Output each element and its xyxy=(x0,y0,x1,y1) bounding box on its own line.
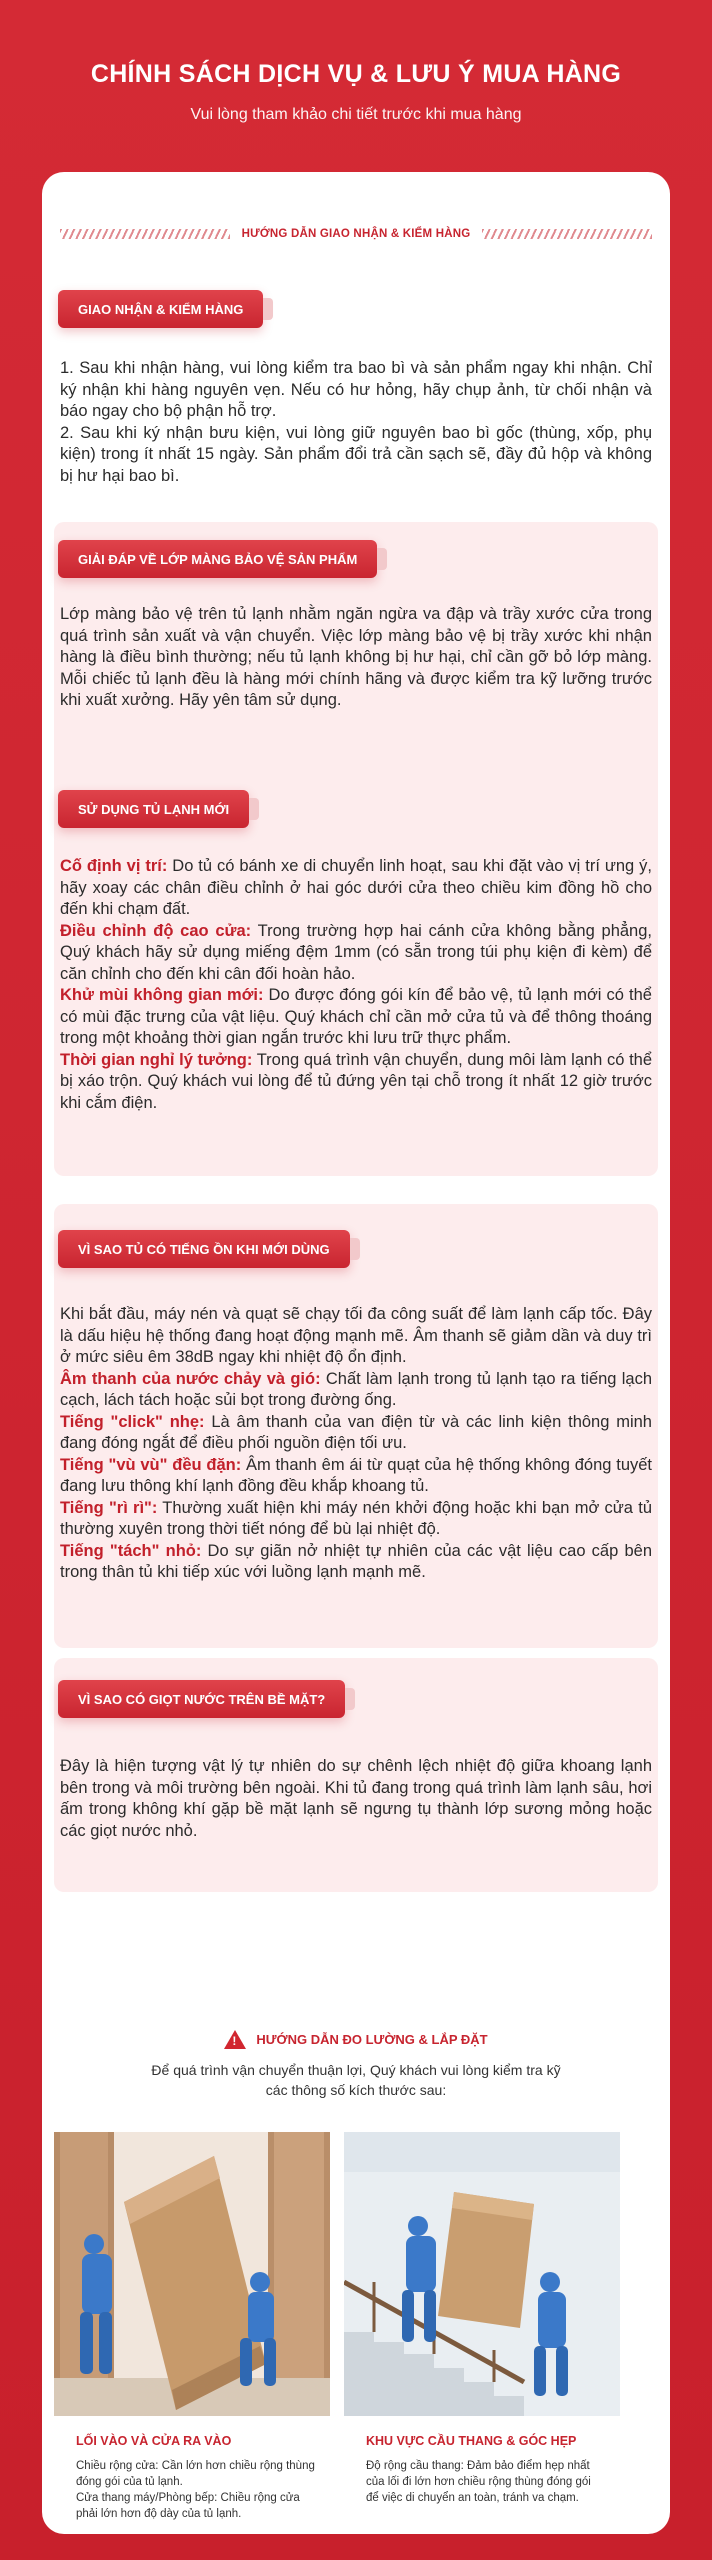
paragraph: Khi bắt đầu, máy nén và quạt sẽ chạy tối đa công suất để làm lạnh cấp tốc. Đây là dấu hiệu hệ thống đang hoạt động mạnh mẽ. Âm thanh sẽ giảm dần và duy trì ở mức siêu êm 38dB ngay khi nhiệt độ ổn định. xyxy=(60,1305,652,1366)
section-text-condensation xyxy=(60,1756,652,1842)
paragraph: 2. Sau khi ký nhận bưu kiện, vui lòng giữ nguyên bao bì gốc (thùng, xốp, phụ kiện) trong ít nhất 15 ngày. Sản phẩm đổi trả cần sạch sẽ, đầy đủ hộp và không bị hư hại bao bì. xyxy=(60,423,652,485)
item-label: Điều chỉnh độ cao cửa: xyxy=(60,921,252,940)
divider-title: HƯỚNG DẪN GIAO NHẬN & KIỂM HÀNG xyxy=(241,228,471,240)
divider-slashes-left xyxy=(60,229,230,239)
section-badge-film: GIẢI ĐÁP VỀ LỚP MÀNG BẢO VỆ SẢN PHẨM xyxy=(58,540,377,578)
item-label: Cố định vị trí: xyxy=(60,857,168,875)
card-line: Cửa thang máy/Phòng bếp: Chiều rộng cửa phải lớn hơn độ dày của tủ lạnh. xyxy=(76,2492,300,2520)
item-label: Khử mùi không gian mới: xyxy=(60,986,264,1004)
section-text-delivery xyxy=(60,358,652,487)
item-text: Trong quá trình vận chuyển, dung môi làm lạnh có thể bị xáo trộn. Quý khách vui lòng để tủ đứng yên tại chỗ trong ít nhất 12 giờ trước khi cắm điện. xyxy=(60,1050,653,1112)
paragraph: Đây là hiện tượng vật lý tự nhiên do sự chênh lệch nhiệt độ giữa khoang lạnh bên trong và môi trường bên ngoài. Khi tủ đang trong quá trình làm lạnh sâu, hơi ấm trong không khí gặp bề mặt lạnh sẽ ngưng tụ thành lớp sương mỏng hoặc các giọt nước nhỏ. xyxy=(60,1757,652,1840)
page-title: CHÍNH SÁCH DỊCH VỤ & LƯU Ý MUA HÀNG xyxy=(90,60,622,88)
list-item xyxy=(60,921,652,986)
item-label: Tiếng "tách" nhỏ: xyxy=(60,1541,202,1560)
section-text-new-fridge xyxy=(60,856,652,1114)
content-card xyxy=(42,172,670,2534)
list-item xyxy=(60,985,652,1050)
paragraph: Lớp màng bảo vệ trên tủ lạnh nhằm ngăn ngừa va đập và trầy xước cửa trong quá trình sản xuất và vận chuyển. Việc lớp màng bảo vệ bị trầy xước khi nhận hàng là điều bình thường; nếu tủ lạnh không bị hư hại, chỉ cần gỡ bỏ lớp màng. Mỗi chiếc tủ lạnh đều là hàng mới chính hãng và được kiểm tra kỹ lưỡng trước khi xuất xưởng. Hãy yên tâm sử dụng. xyxy=(60,605,652,709)
list-item xyxy=(60,1455,652,1498)
item-text: Do được đóng gói kín để bảo vệ, tủ lạnh mới có thể có mùi đặc trưng của vật liệu. Quý khách chỉ cần mở cửa tủ và để thông thoáng trong một khoảng thời gian ngắn trước khi lưu trữ thực phẩm. xyxy=(60,986,652,1047)
item-text: Thường xuất hiện khi máy nén khởi động hoặc khi bạn mở cửa tủ thường xuyên trong thời tiết nóng để bù lại nhiệt độ. xyxy=(60,1498,652,1538)
warning-icon xyxy=(224,2030,246,2049)
item-label: Âm thanh của nước chảy và gió: xyxy=(60,1369,321,1388)
stairs-illustration xyxy=(344,2132,620,2416)
section-text-noise xyxy=(60,1304,652,1584)
item-label: Tiếng "click" nhẹ: xyxy=(60,1412,205,1431)
page-subtitle: Vui lòng tham khảo chi tiết trước khi mua hàng xyxy=(190,106,522,123)
measure-title-row xyxy=(42,2030,670,2049)
item-text: Do tủ có bánh xe di chuyển linh hoạt, sau khi đặt vào vị trí ưng ý, hãy xoay các chân điều chỉnh ở hai góc dưới cửa theo chiều kim đồng hồ cho đến khi chạm đất. xyxy=(60,857,652,918)
section-badge-noise: VÌ SAO TỦ CÓ TIẾNG ỒN KHI MỚI DÙNG xyxy=(58,1230,350,1268)
item-text: Âm thanh êm ái từ quạt của hệ thống không đóng tuyết đang lưu thông khí lạnh đồng đều khắp khoang tủ. xyxy=(60,1455,652,1495)
section-badge-new-fridge: SỬ DỤNG TỦ LẠNH MỚI xyxy=(58,790,249,828)
item-label: Tiếng "vù vù" đều đặn: xyxy=(60,1455,242,1474)
item-text: Trong trường hợp hai cánh cửa không bằng phẳng, Quý khách hãy sử dụng miếng đệm 1mm (có sẵn trong túi phụ kiện đi kèm) để căn chỉnh cho đến khi cân đối hoàn hảo. xyxy=(60,921,652,983)
card-description xyxy=(366,2458,606,2506)
card-line: Độ rộng cầu thang: Đảm bảo điểm hẹp nhất của lối đi lớn hơn chiều rộng thùng đóng gói để việc di chuyển an toàn, tránh va chạm. xyxy=(366,2460,591,2504)
measure-card-entrance xyxy=(54,2132,330,2520)
measure-card-stairs xyxy=(344,2132,620,2504)
entrance-illustration xyxy=(54,2132,330,2416)
list-item xyxy=(60,1369,652,1412)
measure-subtitle: Để quá trình vận chuyển thuận lợi, Quý khách vui lòng kiểm tra kỹ các thông số kích thước sau: xyxy=(151,2062,561,2098)
card-line: Chiều rộng cửa: Cần lớn hơn chiều rộng thùng đóng gói của tủ lạnh. xyxy=(76,2460,315,2488)
item-text: Do sự giãn nở nhiệt tự nhiên của các vật liệu cao cấp bên trong thân tủ khi tiếp xúc với luồng lạnh mạnh mẽ. xyxy=(60,1541,652,1581)
list-item xyxy=(60,1050,652,1115)
divider-slashes-right xyxy=(482,229,652,239)
item-label: Thời gian nghỉ lý tưởng: xyxy=(60,1050,253,1069)
list-item xyxy=(60,856,652,921)
list-item xyxy=(60,1412,652,1455)
page-header xyxy=(0,0,712,172)
section-badge-condensation: VÌ SAO CÓ GIỌT NƯỚC TRÊN BỀ MẶT? xyxy=(58,1680,345,1718)
section-badge-delivery: GIAO NHẬN & KIỂM HÀNG xyxy=(58,290,263,328)
card-description xyxy=(76,2458,316,2522)
section-text-film xyxy=(60,604,652,712)
paragraph: 1. Sau khi nhận hàng, vui lòng kiểm tra bao bì và sản phẩm ngay khi nhận. Chỉ ký nhận khi hàng nguyên vẹn. Nếu có hư hỏng, hãy chụp ảnh, từ chối nhận và báo ngay cho bộ phận hỗ trợ. xyxy=(60,359,652,420)
item-text: Là âm thanh của van điện từ và các linh kiện thông minh đang đóng ngắt để điều phối nguồn điện tối ưu. xyxy=(60,1412,652,1452)
card-title: LỐI VÀO VÀ CỬA RA VÀO xyxy=(76,2434,232,2448)
card-title: KHU VỰC CẦU THANG & GÓC HẸP xyxy=(366,2434,577,2448)
measure-title: HƯỚNG DẪN ĐO LƯỜNG & LẮP ĐẶT xyxy=(256,2032,488,2047)
section-divider xyxy=(60,224,652,244)
list-item xyxy=(60,1541,652,1584)
item-text: Chất làm lạnh trong tủ lạnh tạo ra tiếng lạch cạch, lách tách hoặc sủi bọt trong đường ống. xyxy=(60,1369,652,1409)
list-item xyxy=(60,1498,652,1541)
item-label: Tiếng "rì rì": xyxy=(60,1498,158,1517)
